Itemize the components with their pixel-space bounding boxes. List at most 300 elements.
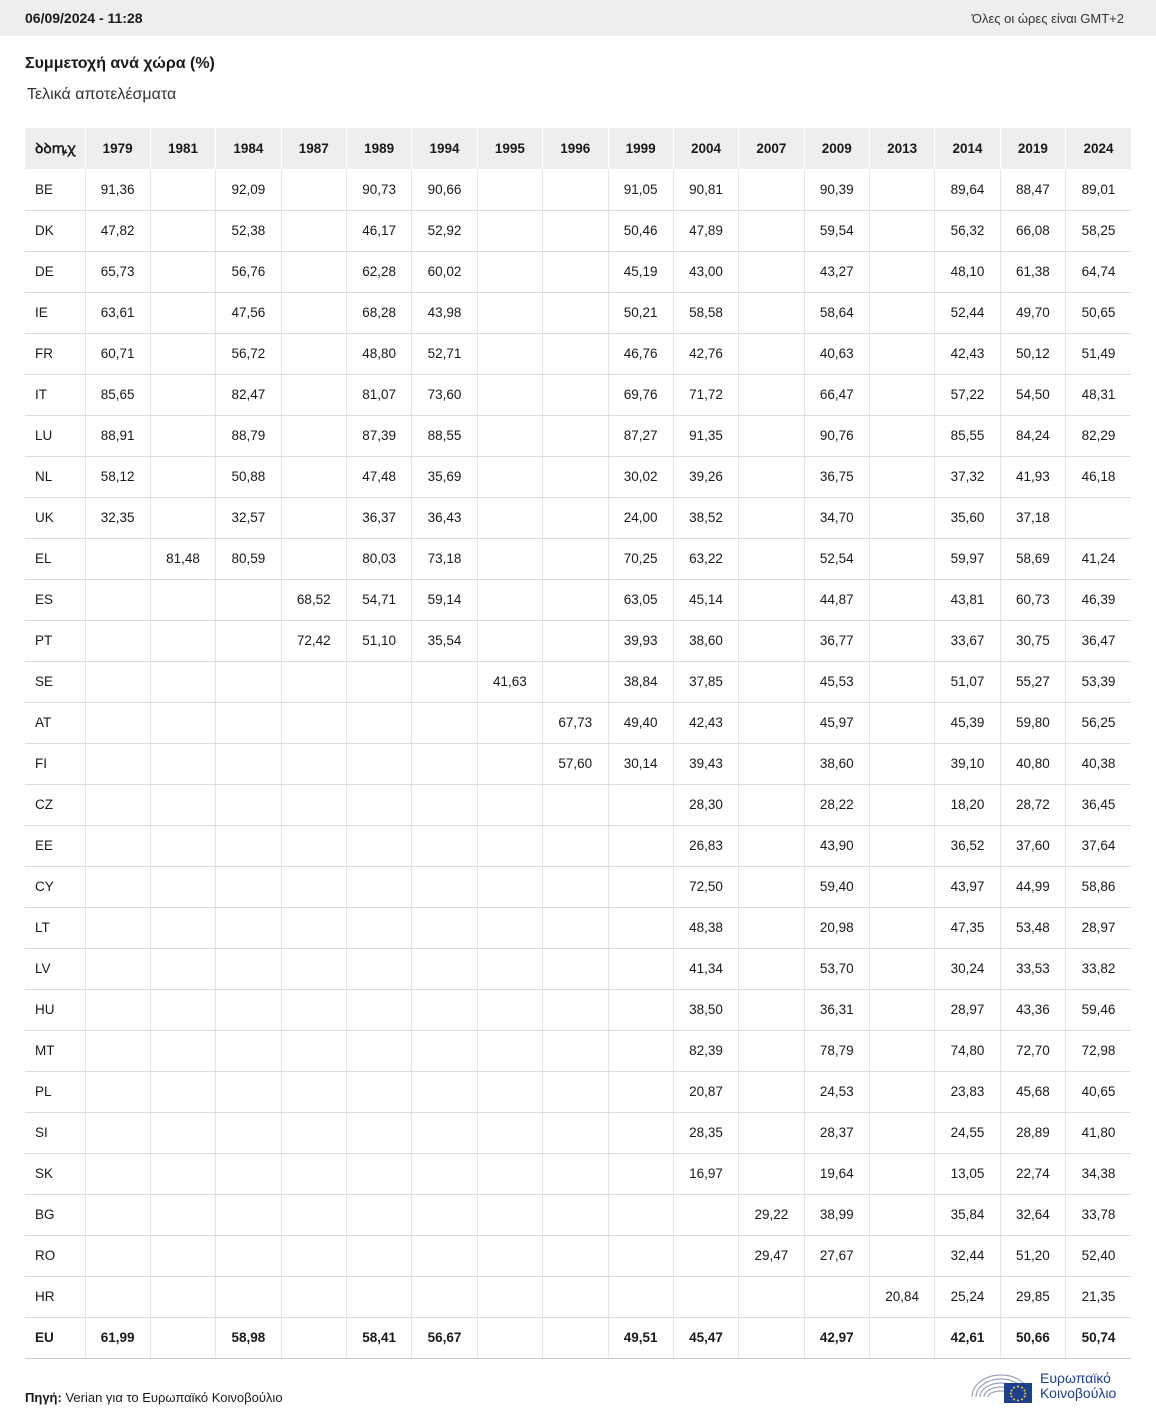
- turnout-cell: [870, 907, 935, 948]
- turnout-cell: [477, 169, 542, 210]
- turnout-cell: [85, 825, 150, 866]
- turnout-cell: [216, 661, 281, 702]
- turnout-cell: [347, 1194, 412, 1235]
- turnout-cell: [347, 1071, 412, 1112]
- turnout-cell: 33,53: [1000, 948, 1065, 989]
- table-row: [25, 702, 1131, 743]
- turnout-cell: 58,86: [1066, 866, 1131, 907]
- country-code: EE: [25, 825, 85, 866]
- table-row: [25, 620, 1131, 661]
- turnout-cell: [281, 169, 346, 210]
- country-code: HR: [25, 1276, 85, 1317]
- source-note: [25, 1390, 283, 1405]
- turnout-cell: 21,35: [1066, 1276, 1131, 1317]
- turnout-cell: 54,50: [1000, 374, 1065, 415]
- table-row: [25, 579, 1131, 620]
- turnout-cell: 68,28: [347, 292, 412, 333]
- turnout-cell: 50,46: [608, 210, 673, 251]
- turnout-cell: [216, 866, 281, 907]
- turnout-cell: [85, 702, 150, 743]
- timezone-note: Όλες οι ώρες είναι GMT+2: [971, 10, 1124, 26]
- turnout-cell: [739, 661, 804, 702]
- turnout-cell: [150, 1276, 215, 1317]
- turnout-cell: 59,80: [1000, 702, 1065, 743]
- turnout-cell: 28,97: [1066, 907, 1131, 948]
- turnout-cell: 28,22: [804, 784, 869, 825]
- turnout-cell: 43,81: [935, 579, 1000, 620]
- turnout-cell: [85, 784, 150, 825]
- turnout-cell: [85, 907, 150, 948]
- turnout-cell: [870, 661, 935, 702]
- turnout-cell: 53,48: [1000, 907, 1065, 948]
- turnout-cell: [739, 1153, 804, 1194]
- turnout-cell: [150, 1071, 215, 1112]
- turnout-cell: [150, 825, 215, 866]
- turnout-cell: 30,02: [608, 456, 673, 497]
- table-row: [25, 333, 1131, 374]
- turnout-cell: [347, 743, 412, 784]
- turnout-cell: 91,05: [608, 169, 673, 210]
- turnout-cell: [870, 620, 935, 661]
- turnout-cell: 41,63: [477, 661, 542, 702]
- turnout-cell: [347, 702, 412, 743]
- table-row: [25, 661, 1131, 702]
- turnout-cell: [477, 989, 542, 1030]
- turnout-cell: 38,99: [804, 1194, 869, 1235]
- turnout-cell: [150, 620, 215, 661]
- column-header-1999: 1999: [608, 128, 673, 169]
- turnout-cell: 58,12: [85, 456, 150, 497]
- turnout-cell: [281, 989, 346, 1030]
- turnout-cell: 55,27: [1000, 661, 1065, 702]
- country-code: CY: [25, 866, 85, 907]
- turnout-cell: 40,38: [1066, 743, 1131, 784]
- turnout-cell: 49,40: [608, 702, 673, 743]
- turnout-cell: [281, 948, 346, 989]
- turnout-cell: 43,00: [673, 251, 738, 292]
- turnout-cell: [543, 1317, 608, 1358]
- country-code: AT: [25, 702, 85, 743]
- turnout-cell: 29,22: [739, 1194, 804, 1235]
- turnout-cell: [150, 251, 215, 292]
- column-header-1994: 1994: [412, 128, 477, 169]
- turnout-cell: [150, 866, 215, 907]
- turnout-cell: [608, 866, 673, 907]
- table-row: [25, 1071, 1131, 1112]
- turnout-cell: 20,84: [870, 1276, 935, 1317]
- turnout-cell: [216, 989, 281, 1030]
- turnout-cell: [477, 1112, 542, 1153]
- turnout-cell: [150, 1317, 215, 1358]
- turnout-cell: 35,60: [935, 497, 1000, 538]
- turnout-cell: 47,35: [935, 907, 1000, 948]
- column-header-2007: 2007: [739, 128, 804, 169]
- turnout-cell: 52,92: [412, 210, 477, 251]
- turnout-cell: [739, 907, 804, 948]
- turnout-cell: [477, 1153, 542, 1194]
- turnout-cell: [739, 620, 804, 661]
- turnout-cell: [281, 1030, 346, 1071]
- turnout-cell: [543, 374, 608, 415]
- turnout-cell: 46,39: [1066, 579, 1131, 620]
- table-row: [25, 1112, 1131, 1153]
- turnout-cell: [673, 1194, 738, 1235]
- turnout-cell: [216, 784, 281, 825]
- turnout-cell: 30,75: [1000, 620, 1065, 661]
- turnout-cell: [739, 538, 804, 579]
- turnout-cell: 19,64: [804, 1153, 869, 1194]
- turnout-cell: 63,05: [608, 579, 673, 620]
- country-code: PL: [25, 1071, 85, 1112]
- turnout-cell: [870, 333, 935, 374]
- turnout-cell: 43,97: [935, 866, 1000, 907]
- turnout-cell: [281, 661, 346, 702]
- turnout-cell: 65,73: [85, 251, 150, 292]
- turnout-cell: [85, 579, 150, 620]
- turnout-cell: 57,22: [935, 374, 1000, 415]
- turnout-cell: [477, 948, 542, 989]
- turnout-cell: [477, 620, 542, 661]
- turnout-cell: 30,24: [935, 948, 1000, 989]
- turnout-cell: 74,80: [935, 1030, 1000, 1071]
- turnout-cell: [347, 989, 412, 1030]
- turnout-cell: 46,76: [608, 333, 673, 374]
- turnout-cell: [739, 456, 804, 497]
- turnout-cell: [543, 825, 608, 866]
- country-code: CZ: [25, 784, 85, 825]
- turnout-cell: [281, 702, 346, 743]
- column-header-2013: 2013: [870, 128, 935, 169]
- country-code: HU: [25, 989, 85, 1030]
- turnout-cell: [150, 292, 215, 333]
- turnout-cell: [870, 169, 935, 210]
- turnout-cell: 35,69: [412, 456, 477, 497]
- turnout-cell: [281, 784, 346, 825]
- turnout-cell: [347, 907, 412, 948]
- turnout-cell: [477, 907, 542, 948]
- turnout-cell: [281, 415, 346, 456]
- turnout-cell: [870, 1194, 935, 1235]
- turnout-cell: 78,79: [804, 1030, 869, 1071]
- turnout-cell: 22,74: [1000, 1153, 1065, 1194]
- column-header-1984: 1984: [216, 128, 281, 169]
- turnout-cell: [870, 415, 935, 456]
- turnout-cell: 26,83: [673, 825, 738, 866]
- turnout-cell: [739, 743, 804, 784]
- table-row: [25, 1194, 1131, 1235]
- turnout-cell: 24,00: [608, 497, 673, 538]
- turnout-cell: [412, 1112, 477, 1153]
- turnout-cell: 30,14: [608, 743, 673, 784]
- turnout-cell: 33,82: [1066, 948, 1131, 989]
- turnout-cell: 28,37: [804, 1112, 869, 1153]
- turnout-cell: [216, 743, 281, 784]
- turnout-cell: [543, 538, 608, 579]
- turnout-cell: 38,60: [804, 743, 869, 784]
- turnout-cell: [347, 1030, 412, 1071]
- turnout-cell: 42,43: [935, 333, 1000, 374]
- turnout-cell: 82,47: [216, 374, 281, 415]
- turnout-cell: [281, 1194, 346, 1235]
- turnout-cell: 49,51: [608, 1317, 673, 1358]
- turnout-cell: [477, 251, 542, 292]
- turnout-cell: 50,65: [1066, 292, 1131, 333]
- turnout-cell: [347, 866, 412, 907]
- turnout-cell: [216, 907, 281, 948]
- timestamp: 06/09/2024 - 11:28: [25, 10, 143, 26]
- turnout-cell: [543, 948, 608, 989]
- turnout-cell: 88,55: [412, 415, 477, 456]
- turnout-cell: [543, 989, 608, 1030]
- turnout-cell: 89,01: [1066, 169, 1131, 210]
- turnout-cell: 45,97: [804, 702, 869, 743]
- turnout-cell: [543, 579, 608, 620]
- table-row: [25, 374, 1131, 415]
- turnout-cell: [412, 702, 477, 743]
- turnout-cell: [477, 292, 542, 333]
- turnout-cell: 16,97: [673, 1153, 738, 1194]
- turnout-cell: 72,98: [1066, 1030, 1131, 1071]
- turnout-cell: 60,71: [85, 333, 150, 374]
- country-code: DK: [25, 210, 85, 251]
- turnout-cell: 80,59: [216, 538, 281, 579]
- turnout-cell: [216, 1194, 281, 1235]
- turnout-cell: [608, 1071, 673, 1112]
- turnout-cell: [608, 1112, 673, 1153]
- turnout-cell: [216, 825, 281, 866]
- turnout-cell: [870, 538, 935, 579]
- turnout-cell: [608, 1276, 673, 1317]
- turnout-cell: [543, 292, 608, 333]
- turnout-cell: [85, 1194, 150, 1235]
- turnout-cell: 25,24: [935, 1276, 1000, 1317]
- turnout-cell: [543, 1276, 608, 1317]
- turnout-cell: [150, 661, 215, 702]
- turnout-cell: 36,52: [935, 825, 1000, 866]
- turnout-cell: [85, 1030, 150, 1071]
- turnout-cell: [870, 210, 935, 251]
- turnout-cell: 63,22: [673, 538, 738, 579]
- turnout-cell: [412, 866, 477, 907]
- turnout-cell: [347, 1112, 412, 1153]
- turnout-cell: [85, 620, 150, 661]
- turnout-cell: 84,24: [1000, 415, 1065, 456]
- turnout-cell: [150, 1235, 215, 1276]
- turnout-cell: 88,47: [1000, 169, 1065, 210]
- turnout-cell: [347, 948, 412, 989]
- turnout-cell: 56,72: [216, 333, 281, 374]
- country-code: BE: [25, 169, 85, 210]
- page-subtitle: Τελικά αποτελέσματα: [27, 86, 177, 103]
- turnout-cell: 56,76: [216, 251, 281, 292]
- turnout-cell: [281, 1317, 346, 1358]
- country-code: SI: [25, 1112, 85, 1153]
- turnout-cell: [85, 1112, 150, 1153]
- turnout-cell: [216, 948, 281, 989]
- column-header-2014: 2014: [935, 128, 1000, 169]
- turnout-cell: 33,78: [1066, 1194, 1131, 1235]
- turnout-cell: 39,10: [935, 743, 1000, 784]
- top-bar: [0, 0, 1156, 36]
- turnout-cell: 85,65: [85, 374, 150, 415]
- turnout-cell: [281, 1276, 346, 1317]
- turnout-cell: 91,36: [85, 169, 150, 210]
- turnout-cell: [281, 907, 346, 948]
- turnout-cell: [216, 1112, 281, 1153]
- turnout-cell: [477, 333, 542, 374]
- turnout-cell: 50,12: [1000, 333, 1065, 374]
- turnout-cell: 54,71: [347, 579, 412, 620]
- turnout-cell: 47,89: [673, 210, 738, 251]
- turnout-cell: 56,32: [935, 210, 1000, 251]
- country-code: NL: [25, 456, 85, 497]
- turnout-cell: [739, 579, 804, 620]
- country-code: EL: [25, 538, 85, 579]
- table-row: [25, 825, 1131, 866]
- turnout-cell: [870, 1071, 935, 1112]
- turnout-cell: 38,50: [673, 989, 738, 1030]
- turnout-cell: 51,20: [1000, 1235, 1065, 1276]
- turnout-cell: [543, 1153, 608, 1194]
- turnout-cell: [281, 374, 346, 415]
- turnout-cell: [412, 948, 477, 989]
- turnout-cell: 42,76: [673, 333, 738, 374]
- turnout-cell: 41,34: [673, 948, 738, 989]
- turnout-cell: 41,24: [1066, 538, 1131, 579]
- turnout-cell: [281, 1235, 346, 1276]
- turnout-cell: 89,64: [935, 169, 1000, 210]
- turnout-cell: 39,26: [673, 456, 738, 497]
- table-row: [25, 1153, 1131, 1194]
- table-row: [25, 251, 1131, 292]
- turnout-cell: 38,84: [608, 661, 673, 702]
- turnout-cell: 52,71: [412, 333, 477, 374]
- turnout-cell: 58,41: [347, 1317, 412, 1358]
- country-code: SK: [25, 1153, 85, 1194]
- turnout-cell: [870, 579, 935, 620]
- turnout-cell: [477, 1071, 542, 1112]
- turnout-cell: [870, 1317, 935, 1358]
- turnout-cell: [347, 825, 412, 866]
- turnout-cell: [543, 620, 608, 661]
- country-code: SE: [25, 661, 85, 702]
- turnout-cell: 64,74: [1066, 251, 1131, 292]
- country-code: MT: [25, 1030, 85, 1071]
- turnout-cell: [739, 497, 804, 538]
- turnout-cell: [412, 1276, 477, 1317]
- turnout-cell: [85, 1276, 150, 1317]
- turnout-cell: [870, 497, 935, 538]
- turnout-cell: 40,80: [1000, 743, 1065, 784]
- turnout-cell: 43,98: [412, 292, 477, 333]
- turnout-cell: [543, 661, 608, 702]
- turnout-cell: [150, 1112, 215, 1153]
- turnout-cell: [870, 374, 935, 415]
- turnout-cell: [412, 1194, 477, 1235]
- turnout-cell: [150, 743, 215, 784]
- turnout-cell: [412, 1235, 477, 1276]
- turnout-cell: [281, 456, 346, 497]
- turnout-cell: [870, 702, 935, 743]
- turnout-cell: [281, 292, 346, 333]
- table-row: [25, 907, 1131, 948]
- turnout-cell: [477, 1276, 542, 1317]
- turnout-cell: [739, 415, 804, 456]
- turnout-cell: 72,42: [281, 620, 346, 661]
- turnout-cell: 67,73: [543, 702, 608, 743]
- turnout-cell: [477, 825, 542, 866]
- column-header-2019: 2019: [1000, 128, 1065, 169]
- source-label: Πηγή:: [25, 1390, 62, 1405]
- table-row: [25, 784, 1131, 825]
- european-parliament-logo: [968, 1366, 1133, 1406]
- turnout-cell: 43,36: [1000, 989, 1065, 1030]
- turnout-cell: 59,46: [1066, 989, 1131, 1030]
- country-code: DE: [25, 251, 85, 292]
- turnout-cell: [739, 1112, 804, 1153]
- country-code: PT: [25, 620, 85, 661]
- turnout-cell: [739, 1071, 804, 1112]
- turnout-cell: 32,35: [85, 497, 150, 538]
- turnout-cell: 37,32: [935, 456, 1000, 497]
- turnout-cell: 68,52: [281, 579, 346, 620]
- turnout-cell: [150, 1194, 215, 1235]
- turnout-cell: [216, 1153, 281, 1194]
- turnout-cell: 60,73: [1000, 579, 1065, 620]
- turnout-cell: [347, 661, 412, 702]
- turnout-cell: 58,64: [804, 292, 869, 333]
- turnout-cell: 36,45: [1066, 784, 1131, 825]
- turnout-cell: 51,49: [1066, 333, 1131, 374]
- turnout-cell: 90,73: [347, 169, 412, 210]
- turnout-cell: 37,60: [1000, 825, 1065, 866]
- turnout-cell: [543, 251, 608, 292]
- country-code: LU: [25, 415, 85, 456]
- turnout-cell: 66,08: [1000, 210, 1065, 251]
- turnout-cell: [543, 415, 608, 456]
- turnout-cell: 45,14: [673, 579, 738, 620]
- turnout-cell: [412, 1071, 477, 1112]
- column-header-1979: 1979: [85, 128, 150, 169]
- turnout-cell: 43,90: [804, 825, 869, 866]
- turnout-cell: [412, 825, 477, 866]
- turnout-cell: 73,60: [412, 374, 477, 415]
- turnout-cell: 47,48: [347, 456, 412, 497]
- turnout-cell: [281, 866, 346, 907]
- logo-line-2: Κοινοβούλιο: [1040, 1385, 1117, 1401]
- table-row: [25, 1030, 1131, 1071]
- turnout-cell: 56,25: [1066, 702, 1131, 743]
- turnout-cell: 46,17: [347, 210, 412, 251]
- turnout-cell: [477, 743, 542, 784]
- turnout-cell: [150, 169, 215, 210]
- turnout-cell: 48,80: [347, 333, 412, 374]
- turnout-cell: 41,93: [1000, 456, 1065, 497]
- turnout-cell: [412, 1030, 477, 1071]
- turnout-cell: [608, 948, 673, 989]
- turnout-cell: 50,21: [608, 292, 673, 333]
- turnout-cell: [477, 1194, 542, 1235]
- turnout-cell: 36,77: [804, 620, 869, 661]
- turnout-cell: 45,68: [1000, 1071, 1065, 1112]
- turnout-cell: 47,82: [85, 210, 150, 251]
- turnout-cell: 28,72: [1000, 784, 1065, 825]
- table-row: [25, 538, 1131, 579]
- table-row: [25, 989, 1131, 1030]
- turnout-cell: 90,66: [412, 169, 477, 210]
- turnout-cell: [477, 497, 542, 538]
- turnout-cell: [870, 1153, 935, 1194]
